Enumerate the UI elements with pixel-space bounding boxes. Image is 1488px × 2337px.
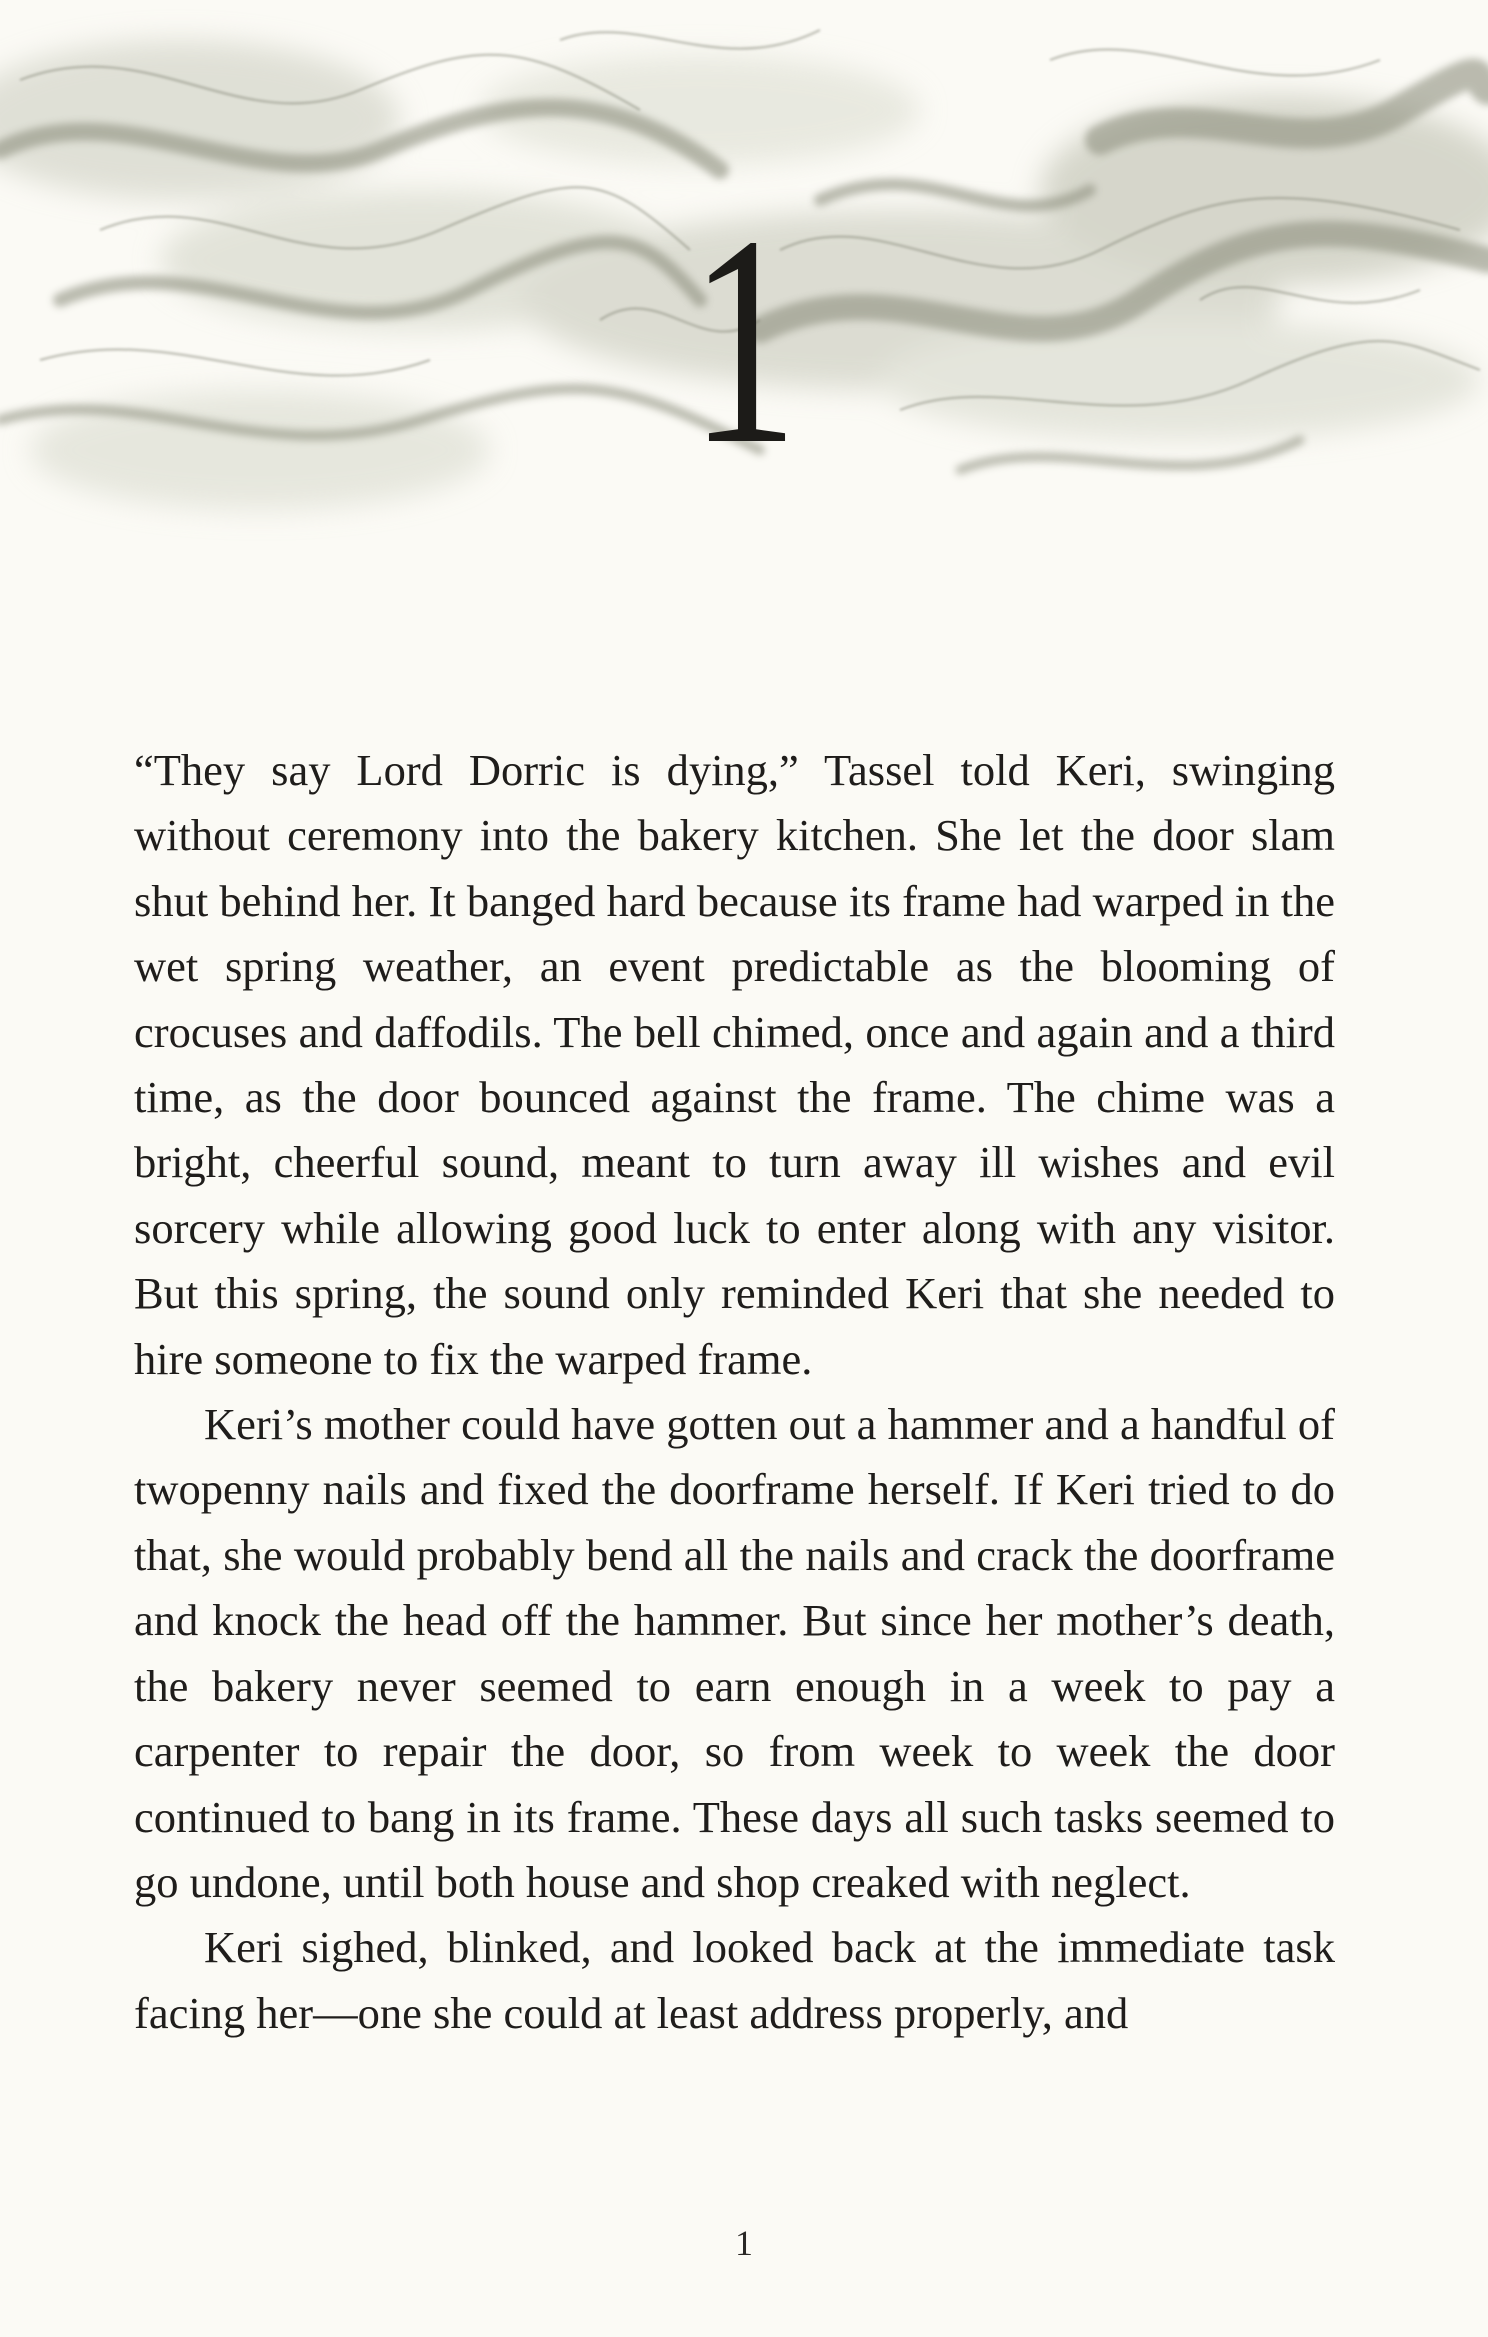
paragraph: Keri sighed, blinked, and looked back at the immediate task facing her—one she could at least address properly, and xyxy=(134,1922,1335,2038)
chapter-number: 1 xyxy=(690,174,799,506)
paragraph: “They say Lord Dorric is dying,” Tassel told Keri, swinging without ceremony into the bakery kitchen. She let the door slam shut behind her. It banged hard because its frame had warped in the wet spring weather, an event predictable as the blooming of crocuses and daffodils. The bell chimed, once and again and a third time, as the door bounced against the frame. The chime was a bright, cheerful sound, meant to turn away ill wishes and evil sorcery while allowing good luck to enter along with any visitor. But this spring, the sound only reminded Keri that she needed to hire someone to fix the warped frame. xyxy=(134,745,1335,1384)
paragraph: Keri’s mother could have gotten out a hammer and a handful of twopenny nails and fixed the doorframe herself. If Keri tried to do that, she would probably bend all the nails and crack the doorframe and knock the head off the hammer. But since her mother’s death, the bakery never seemed to earn enough in a week to pay a carpenter to repair the door, so from week to week the door continued to bang in its frame. These days all such tasks seemed to go undone, until both house and shop creaked with neglect. xyxy=(134,1399,1335,1907)
chapter-body xyxy=(134,738,1335,2046)
page-number: 1 xyxy=(735,2223,753,2263)
